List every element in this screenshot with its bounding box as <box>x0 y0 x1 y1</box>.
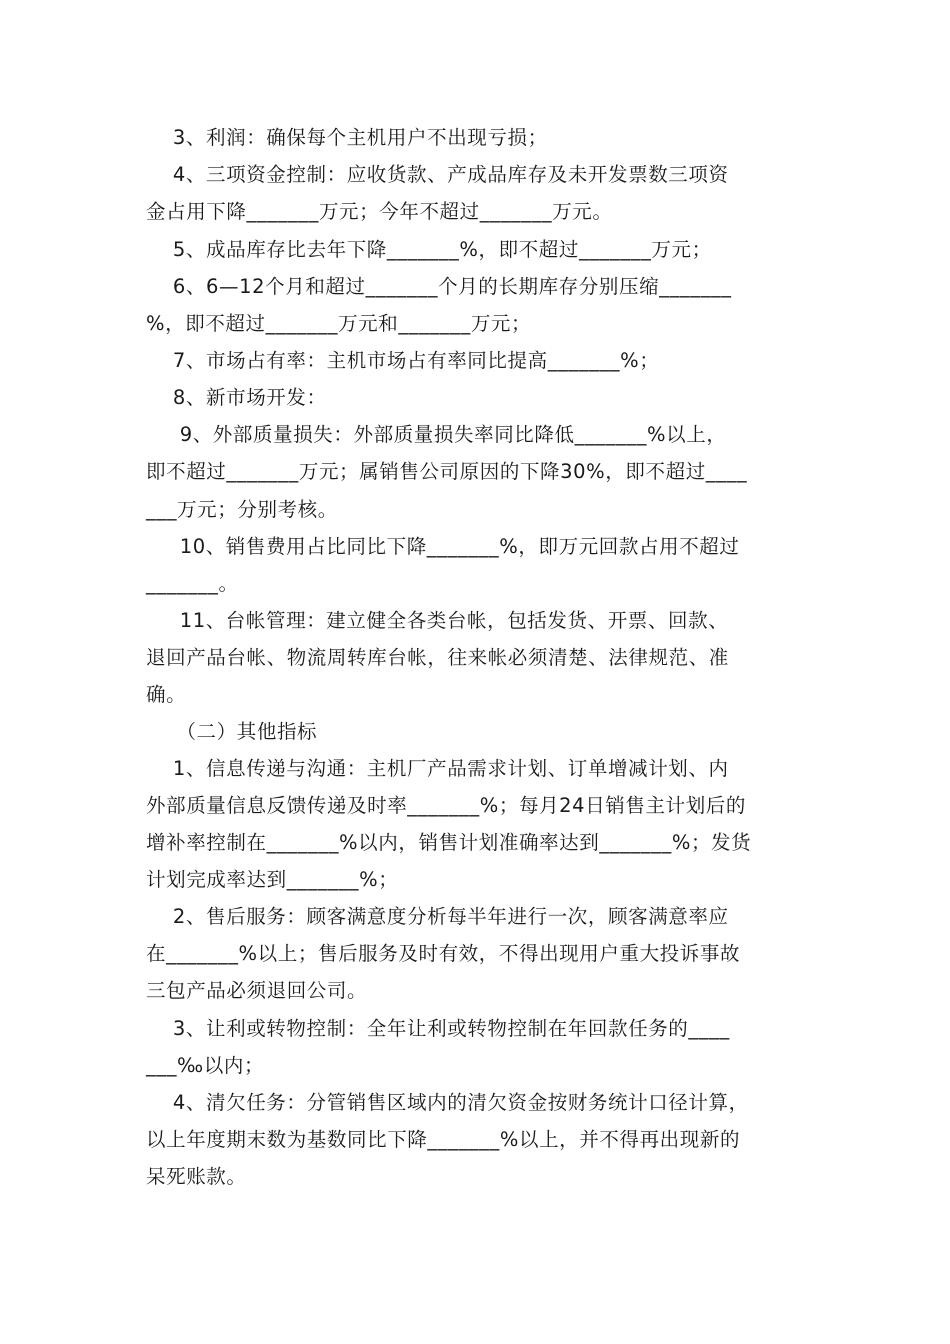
text-line: 8、新市场开发： <box>146 386 327 409</box>
text-line: 外部质量信息反馈传递及时率_______%；每月24日销售主计划后的 <box>146 794 746 817</box>
text-line: 3、利润：确保每个主机用户不出现亏损； <box>146 126 548 149</box>
text-line: 9、外部质量损失：外部质量损失率同比降低_______%以上， <box>146 423 727 446</box>
text-line: 确。 <box>146 683 187 706</box>
text-line: 计划完成率达到_______%； <box>146 868 399 891</box>
text-line: 4、三项资金控制：应收货款、产成品库存及未开发票数三项资 <box>146 163 729 186</box>
text-line: 2、售后服务：顾客满意度分析每半年进行一次，顾客满意率应 <box>146 905 729 928</box>
text-line: 即不超过_______万元；属销售公司原因的下降30%，即不超过____ <box>146 460 748 483</box>
section-heading: （二）其他指标 <box>146 720 318 743</box>
text-line: 退回产品台帐、物流周转库台帐，往来帐必须清楚、法律规范、准 <box>146 646 729 669</box>
text-line: 三包产品必须退回公司。 <box>146 979 368 1002</box>
text-line: 金占用下降_______万元；今年不超过_______万元。 <box>146 200 613 223</box>
text-line: _______。 <box>146 572 239 595</box>
text-line: ___万元；分别考核。 <box>146 498 338 521</box>
text-line: 6、6—12个月和超过_______个月的长期库存分别压缩_______ <box>146 275 732 298</box>
text-line: 11、台帐管理：建立健全各类台帐，包括发货、开票、回款、 <box>146 609 729 632</box>
text-line: 呆死账款。 <box>146 1165 247 1188</box>
text-line: 10、销售费用占比同比下降_______%，即万元回款占用不超过 <box>146 535 740 558</box>
text-line: 3、让利或转物控制：全年让利或转物控制在年回款任务的____ <box>146 1017 730 1040</box>
text-line: 7、市场占有率：主机市场占有率同比提高_______%； <box>146 349 660 372</box>
text-line: ___‰以内； <box>146 1054 265 1077</box>
text-line: 增补率控制在_______%以内，销售计划准确率达到_______%；发货 <box>146 831 752 854</box>
text-line: 4、清欠任务：分管销售区域内的清欠资金按财务统计口径计算， <box>146 1091 749 1114</box>
text-line: 以上年度期末数为基数同比下降_______%以上，并不得再出现新的 <box>146 1128 741 1151</box>
text-line: %，即不超过_______万元和_______万元； <box>146 312 532 335</box>
text-line: 在_______%以上；售后服务及时有效，不得出现用户重大投诉事故 <box>146 942 741 965</box>
text-line: 1、信息传递与沟通：主机厂产品需求计划、订单增减计划、内 <box>146 757 729 780</box>
text-line: 5、成品库存比去年下降_______%，即不超过_______万元； <box>146 238 712 261</box>
